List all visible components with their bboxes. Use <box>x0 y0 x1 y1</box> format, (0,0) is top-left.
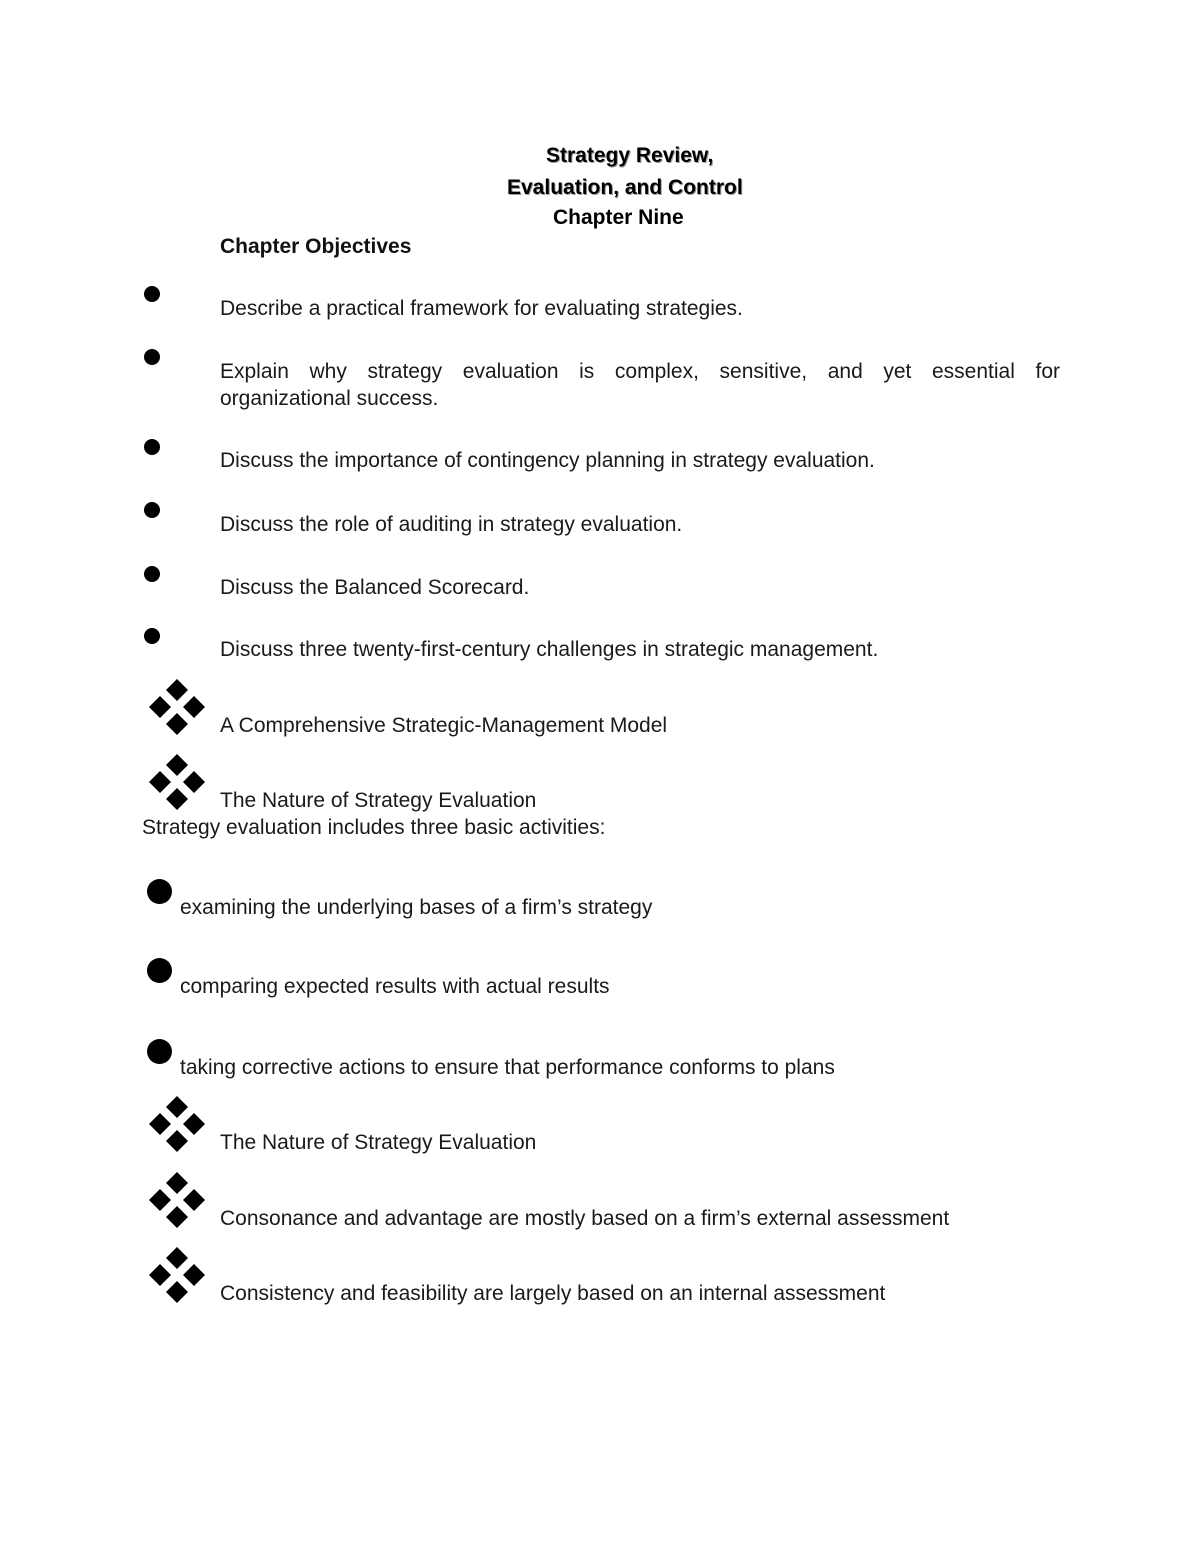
bullet-icon <box>147 879 172 904</box>
objective-item: Discuss the Balanced Scorecard. <box>220 576 530 599</box>
bullet-icon <box>147 958 172 983</box>
activity-item: taking corrective actions to ensure that performance conforms to plans <box>180 1056 835 1079</box>
bullet-icon <box>144 566 160 582</box>
bullet-icon <box>144 439 160 455</box>
objective-item: Describe a practical framework for evaluating strategies. <box>220 297 743 320</box>
bullet-icon <box>147 1039 172 1064</box>
activity-item: comparing expected results with actual results <box>180 975 610 998</box>
title-line-1: Strategy Review, <box>546 144 714 167</box>
section-consistency: Consistency and feasibility are largely based on an internal assessment <box>220 1282 886 1305</box>
objective-item: Discuss the role of auditing in strategy evaluation. <box>220 513 683 536</box>
bullet-icon <box>144 502 160 518</box>
section-intro: Strategy evaluation includes three basic activities: <box>142 816 606 839</box>
section-nature-heading: The Nature of Strategy Evaluation <box>220 1131 537 1154</box>
four-diamond-icon <box>147 1170 207 1230</box>
objective-item: Discuss the importance of contingency planning in strategy evaluation. <box>220 449 875 472</box>
four-diamond-icon <box>147 752 207 812</box>
objectives-heading: Chapter Objectives <box>220 235 412 258</box>
objective-item <box>220 358 1060 385</box>
activity-item: examining the underlying bases of a firm’s strategy <box>180 896 653 919</box>
objective-item: Discuss three twenty-first-century challenges in strategic management. <box>220 638 879 661</box>
bullet-icon <box>144 628 160 644</box>
section-model: A Comprehensive Strategic-Management Model <box>220 714 668 737</box>
section-consonance: Consonance and advantage are mostly based on a firm’s external assessment <box>220 1207 950 1230</box>
bullet-icon <box>144 349 160 365</box>
four-diamond-icon <box>147 1094 207 1154</box>
title-line-3: Chapter Nine <box>553 206 684 229</box>
bullet-icon <box>144 286 160 302</box>
section-nature-heading: The Nature of Strategy Evaluation <box>220 789 537 812</box>
four-diamond-icon <box>147 677 207 737</box>
objective-item-line: Explain why strategy evaluation is complex, sensitive, and yet essential for <box>220 360 1060 383</box>
objective-item-continuation: organizational success. <box>220 387 439 410</box>
title-line-2: Evaluation, and Control <box>507 176 743 199</box>
four-diamond-icon <box>147 1245 207 1305</box>
